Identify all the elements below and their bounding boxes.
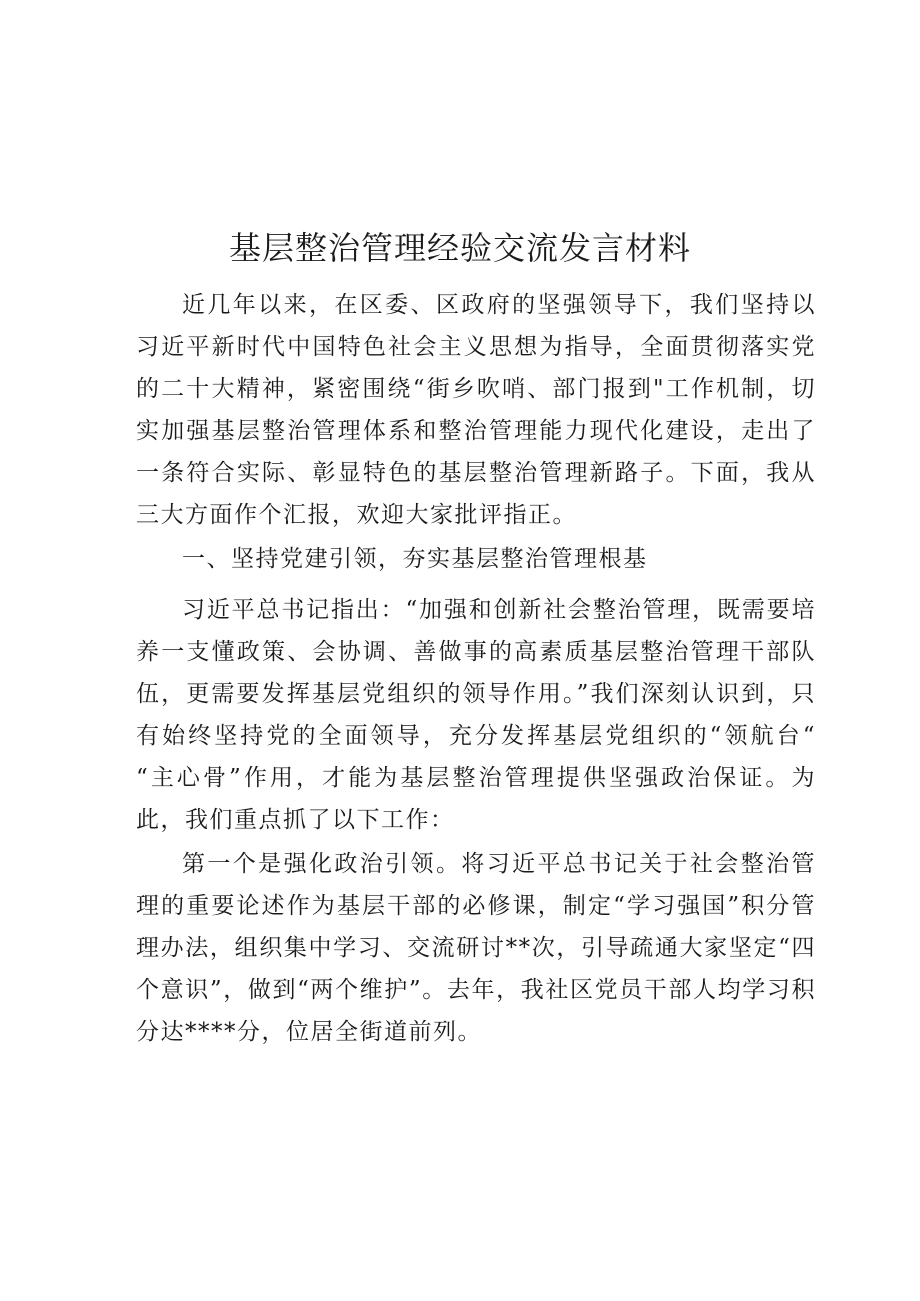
document-title: 基层整治管理经验交流发言材料 (228, 229, 691, 267)
body-paragraph: 第一个是强化政治引领。将习近平总书记关于社会整治管理的重要论述作为基层干部的必修课，制定“学习强国”积分管理办法，组织集中学习、交流研讨**次，引导疏通大家坚定“四个意识”，做到“两个维护”。去年，我社区党员干部人均学习积分达****分，位居全街道前列。 (136, 851, 816, 1045)
body-paragraph: 习近平总书记指出：“加强和创新社会整治管理，既需要培养一支懂政策、会协调、善做事的高素质基层整治管理干部队伍，更需要发挥基层党组织的领导作用。”我们深刻认识到，只有始终坚持党的全面领导，充分发挥基层党组织的“领航台“ “主心骨”作用，才能为基层整治管理提供坚强政治保证。为此，我们重点抓了以下工作： (136, 597, 816, 833)
intro-paragraph: 近几年以来，在区委、区政府的坚强领导下，我们坚持以习近平新时代中国特色社会主义思想为指导，全面贯彻落实党的二十大精神，紧密围绕“街乡吹哨、部门报到"工作机制，切实加强基层整治管理体系和整治管理能力现代化建设，走出了一条符合实际、彰显特色的基层整治管理新路子。下面，我从三大方面作个汇报，欢迎大家批评指正。 (136, 292, 816, 528)
section-heading: 一、坚持党建引领，夯实基层整治管理根基 (182, 546, 648, 572)
